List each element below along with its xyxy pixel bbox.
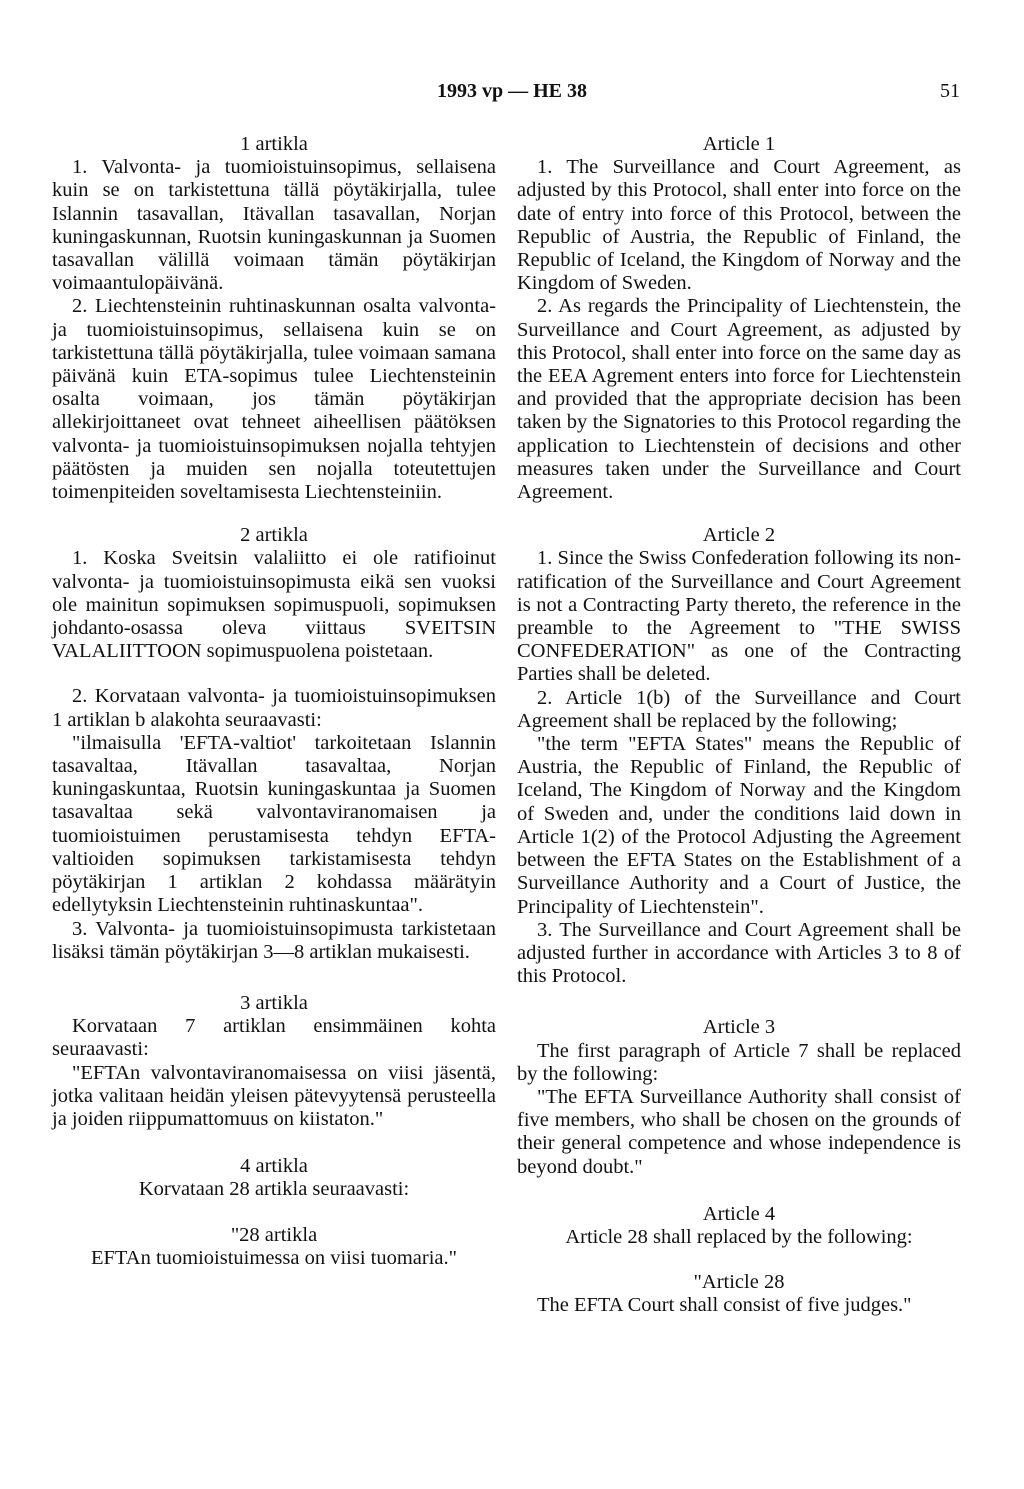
artikla-1-section (52, 133, 496, 504)
section-heading: 3 artikla (240, 991, 308, 1014)
paragraph: Article 28 shall replaced by the following: (565, 1225, 913, 1248)
paragraph: 2. As regards the Principality of Liechtenstein, the Surveillance and Court Agreement, as adjusted by this Protocol, shall enter into force on the same day as the EEA Agrement enters into force for Liechtenstein and provided that the appropriate decision has been taken by the Signatories to this Protocol regarding the application to Liechtenstein of decisions and other measures taken under the Surveillance and Court Agreement. (517, 295, 961, 504)
paragraph: 3. The Surveillance and Court Agreement shall be adjusted further in accordance with Articles 3 to 8 of this Protocol. (517, 918, 961, 988)
page-header (0, 80, 1024, 110)
section-heading: 2 artikla (240, 524, 308, 547)
section-heading: Article 4 (702, 1202, 776, 1225)
artikla-4-section (52, 1155, 496, 1270)
paragraph: The first paragraph of Article 7 shall be replaced by the following: (517, 1039, 961, 1085)
quote-heading: "Article 28 (693, 1271, 785, 1294)
paragraph: Korvataan 7 artiklan ensimmäinen kohta seuraavasti: (52, 1015, 496, 1061)
section-heading: 1 artikla (240, 133, 308, 155)
artikla-2-section (52, 524, 496, 964)
quoted-paragraph: EFTAn tuomioistuimessa on viisi tuomaria." (90, 1246, 458, 1269)
article-2-section (517, 524, 961, 988)
paragraph: 2. Korvataan valvonta- ja tuomioistuinsopimuksen 1 artiklan b alakohta seuraavasti: (52, 685, 496, 731)
paragraph: 2. Liechtensteinin ruhtinaskunnan osalta valvonta- ja tuomioistuinsopimus, sellaisena kuin se on tarkistettuna tällä pöytäkirjalla, tulee voimaan samana päivänä kuin ETA-sopimus tulee Liechtensteinin osalta voimaan, jos tämän pöytäkirjan allekirjoittaneet ovat tehneet aiheellisen päätöksen valvonta- ja tuomioistuinsopimuksen nojalla tehtyjen päätösten ja muiden sen nojalla toteutettujen toimenpiteiden soveltamisesta Liechtensteiniin. (52, 295, 496, 504)
quote-heading: "28 artikla (230, 1223, 318, 1246)
article-3-section (517, 1016, 961, 1178)
finnish-column (52, 133, 496, 1270)
article-1-section (517, 133, 961, 504)
paragraph: 1. Koska Sveitsin valaliitto ei ole ratifioinut valvonta- ja tuomioistuinsopimusta eikä sen vuoksi ole mainitun sopimuksen sopimuspuoli, sopimuksen johdanto-osassa oleva viittaus SVEITSIN VALALIITTOON sopimuspuolena poistetaan. (52, 547, 496, 663)
paragraph: 1. Since the Swiss Confederation following its non-ratification of the Surveillance and Court Agreement is not a Contracting Party thereto, the reference in the preamble to the Agreement to "THE SWISS CONFEDERATION" as one of the Contracting Parties shall be deleted. (517, 547, 961, 686)
artikla-3-section (52, 992, 496, 1131)
paragraph: 2. Article 1(b) of the Surveillance and Court Agreement shall be replaced by the following; (517, 686, 961, 732)
section-heading: Article 2 (702, 524, 776, 547)
paragraph: 1. The Surveillance and Court Agreement, as adjusted by this Protocol, shall enter into force on the date of entry into force of this Protocol, between the Republic of Austria, the Republic of Finland, the Republic of Iceland, the Kingdom of Norway and the Kingdom of Sweden. (517, 156, 961, 295)
quoted-paragraph: "ilmaisulla 'EFTA-valtiot' tarkoitetaan Islannin tasavaltaa, Itävallan tasavaltaa, Norjan kuningaskuntaa, Ruotsin kuningaskuntaa ja Suomen tasavaltaa sekä valvontaviranomaisen ja tuomioistuimen perustamisesta tehdyn EFTA-valtioiden sopimuksen tarkistamisesta tehdyn pöytäkirjan 1 artiklan 2 kohdassa määrätyin edellytyksin Liechtensteinin ruhtinaskuntaa". (52, 731, 496, 917)
quoted-paragraph: The EFTA Court shall consist of five judges." (537, 1294, 912, 1317)
quoted-paragraph: "the term "EFTA States" means the Republic of Austria, the Republic of Finland, the Republic of Iceland, The Kingdom of Norway and the Kingdom of Sweden and, under the conditions laid down in Article 1(2) of the Protocol Adjusting the Agreement between the EFTA States on the Establishment of a Surveillance Authority and a Court of Justice, the Principality of Liechtenstein". (517, 733, 961, 918)
paragraph: Korvataan 28 artikla seuraavasti: (138, 1178, 410, 1201)
paragraph: 3. Valvonta- ja tuomioistuinsopimusta tarkistetaan lisäksi tämän pöytäkirjan 3—8 artiklan mukaisesti. (52, 917, 496, 963)
section-heading: Article 3 (702, 1016, 776, 1039)
english-column (517, 133, 961, 1318)
article-4-section (517, 1203, 961, 1318)
page-number: 51 (940, 80, 960, 102)
section-heading: 4 artikla (240, 1155, 308, 1178)
quoted-paragraph: "EFTAn valvontaviranomaisessa on viisi jäsentä, jotka valitaan heidän yleisen pätevyytensä perusteella ja joiden riippumattomuus on kiistaton." (52, 1061, 496, 1130)
quoted-paragraph: "The EFTA Surveillance Authority shall consist of five members, who shall be chosen on the grounds of their general competence and whose independence is beyond doubt." (517, 1085, 961, 1178)
page-title: 1993 vp — HE 38 (436, 80, 588, 102)
paragraph: 1. Valvonta- ja tuomioistuinsopimus, sellaisena kuin se on tarkistettuna tällä pöytäkirjalla, tulee Islannin tasavallan, Itävallan tasavallan, Norjan kuningaskunnan, Ruotsin kuningaskunnan ja Suomen tasavallan välillä voimaan tämän pöytäkirjan voimaantulopäivänä. (52, 156, 496, 295)
section-heading: Article 1 (702, 133, 776, 155)
